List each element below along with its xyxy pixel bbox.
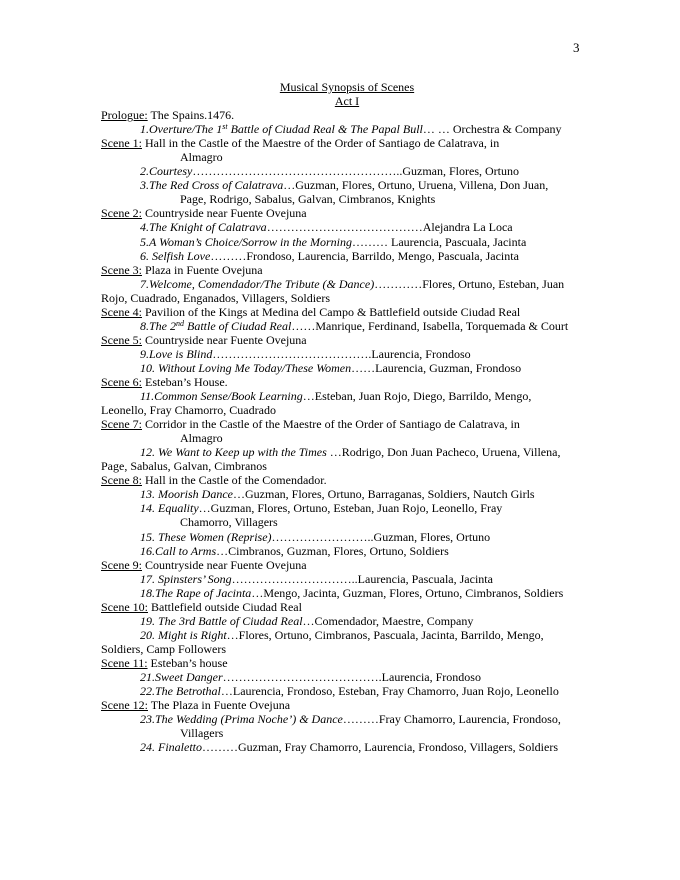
scene-location: Esteban’s House. [142, 374, 228, 389]
song-performers: Comendador, Maestre, Company [314, 613, 474, 628]
continuation-line: Page, Sabalus, Galvan, Cimbranos [101, 459, 267, 474]
song-entry [101, 235, 581, 249]
scene-location: Esteban’s house [147, 655, 228, 670]
scene-heading [101, 136, 581, 150]
synopsis-lines [101, 108, 581, 754]
song-performers: Guzman, Flores, Ortuno [373, 529, 491, 544]
song-title: 3.The Red Cross of Calatrava [140, 178, 284, 193]
song-performers: Alejandra La Loca [422, 220, 513, 235]
song-title: 11.Common Sense/Book Learning [140, 389, 303, 404]
song-performers: Rodrigo, Don Juan Pacheco, Uruena, Villena, [341, 445, 561, 460]
song-performers: Guzman, Flores, Ortuno, Esteban, Juan Rojo, Leonello, Fray [210, 501, 503, 516]
scene-location: Countryside near Fuente Ovejuna [142, 206, 307, 221]
song-performers: Flores, Ortuno, Esteban, Juan [422, 276, 565, 291]
scene-heading [101, 698, 581, 712]
song-performers: Laurencia, Pascuala, Jacinta [357, 571, 493, 586]
song-title: 23.The Wedding (Prima Noche’) & Dance [140, 712, 343, 727]
song-title: 18.The Rape of Jacinta [140, 585, 252, 600]
scene-label: Prologue: [101, 108, 148, 123]
leader-dots: ……… [210, 248, 247, 263]
song-performers: Guzman, Fray Chamorro, Laurencia, Frondoso, Villagers, Soldiers [238, 740, 558, 755]
song-performers: Laurencia, Frondoso [371, 346, 471, 361]
song-performers: Esteban, Juan Rojo, Diego, Barrildo, Mengo, [314, 389, 532, 404]
scene-label: Scene 2: [101, 206, 142, 221]
scene-label: Scene 4: [101, 304, 142, 319]
leader-dots: …………………………………. [222, 669, 382, 684]
synopsis-content [101, 80, 581, 754]
ordinal-suffix: st [222, 122, 228, 132]
scene-label: Scene 5: [101, 332, 142, 347]
leader-dots: ……… [352, 234, 389, 249]
leader-dots: ………………………………… [266, 220, 423, 235]
scene-location: The Spains.1476. [147, 108, 235, 123]
document-title: Musical Synopsis of Scenes [279, 80, 415, 94]
scene-location: Pavilion of the Kings at Medina del Campo & Battlefield outside Ciudad Real [142, 304, 521, 319]
scene-heading [101, 305, 581, 319]
leader-dots: ……… [342, 712, 379, 727]
leader-dots: … [198, 501, 211, 516]
song-entry [101, 670, 581, 684]
scene-location: The Plaza in Fuente Ovejuna [148, 698, 291, 713]
song-entry [101, 122, 581, 136]
song-entry [101, 361, 581, 375]
song-title: 8.The 2nd Battle of Ciudad Real [140, 318, 292, 333]
song-title: 22.The Betrothal [140, 684, 221, 699]
scene-heading [101, 600, 581, 614]
scene-location: Battlefield outside Ciudad Real [148, 599, 302, 614]
scene-location: Hall in the Castle of the Maestre of the Order of Santiago de Calatrava, in [142, 136, 500, 151]
song-entry [101, 249, 581, 263]
continuation-line: Almagro [180, 431, 223, 446]
scene-location: Countryside near Fuente Ovejuna [142, 332, 307, 347]
continuation-line: Almagro [180, 150, 223, 165]
leader-dots: ………………………….. [231, 571, 358, 586]
scene-label: Scene 3: [101, 262, 142, 277]
leader-dots: … … [422, 122, 450, 137]
song-entry [101, 501, 581, 515]
song-performers: Cimbranos, Guzman, Flores, Ortuno, Soldiers [228, 543, 449, 558]
song-title: 4.The Knight of Calatrava [140, 220, 267, 235]
continuation-line: Soldiers, Camp Followers [101, 641, 226, 656]
song-title: 2.Courtesy [140, 164, 193, 179]
song-entry [101, 445, 581, 459]
page-number: 3 [573, 40, 580, 55]
scene-label: Scene 12: [101, 698, 148, 713]
song-entry [101, 586, 581, 600]
leader-dots: … [220, 684, 233, 699]
song-title: 16.Call to Arms [140, 543, 217, 558]
scene-heading [101, 108, 581, 122]
scene-heading [101, 375, 581, 389]
song-entry [101, 712, 581, 726]
continuation-line: Page, Rodrigo, Sabalus, Galvan, Cimbranos, Knights [180, 192, 436, 207]
leader-dots: ………… [374, 276, 423, 291]
song-performers: Laurencia, Frondoso, Esteban, Fray Chamorro, Juan Rojo, Leonello [232, 684, 559, 699]
leader-dots: ……… [202, 740, 238, 755]
song-title: 12. We Want to Keep up with the Times [140, 445, 330, 460]
scene-heading [101, 473, 581, 487]
leader-dots: … [302, 613, 315, 628]
song-entry [101, 628, 581, 642]
song-title: 15. These Women (Reprise) [140, 529, 272, 544]
scene-location: Corridor in the Castle of the Maestre of the Order of Santiago de Calatrava, in [142, 417, 520, 432]
leader-dots: … [329, 445, 342, 460]
song-performers: Guzman, Flores, Ortuno, Uruena, Villena, Don Juan, [295, 178, 549, 193]
song-performers: Guzman, Flores, Ortuno, Barraganas, Soldiers, Nautch Girls [245, 487, 535, 502]
scene-label: Scene 6: [101, 374, 142, 389]
continuation-line: Chamorro, Villagers [180, 515, 278, 530]
song-title: 6. Selfish Love [140, 248, 211, 263]
leader-dots: …………………….. [271, 529, 374, 544]
ordinal-suffix: nd [176, 318, 184, 328]
song-title: 24. Finaletto [140, 740, 202, 755]
song-entry [101, 544, 581, 558]
scene-heading [101, 206, 581, 220]
continuation-line: Villagers [180, 726, 224, 741]
leader-dots: … [233, 487, 245, 502]
scene-location: Plaza in Fuente Ovejuna [142, 262, 263, 277]
scene-heading [101, 656, 581, 670]
scene-heading [101, 263, 581, 277]
scene-label: Scene 7: [101, 417, 142, 432]
song-entry [101, 347, 581, 361]
song-performers: Laurencia, Pascuala, Jacinta [388, 234, 527, 249]
leader-dots: … [216, 543, 229, 558]
leader-dots: …………………………………. [212, 346, 372, 361]
song-entry [101, 277, 581, 291]
scene-label: Scene 1: [101, 136, 142, 151]
song-performers: Mengo, Jacinta, Guzman, Flores, Ortuno, Cimbranos, Soldiers [263, 585, 564, 600]
song-entry [101, 389, 581, 403]
song-performers: Laurencia, Frondoso [381, 669, 481, 684]
leader-dots: … [226, 627, 239, 642]
leader-dots: …… [291, 318, 316, 333]
song-entry [101, 614, 581, 628]
scene-label: Scene 8: [101, 473, 142, 488]
scene-label: Scene 9: [101, 557, 142, 572]
leader-dots: …… [351, 360, 376, 375]
song-entry [101, 684, 581, 698]
song-title: 1.Overture/The 1st Battle of Ciudad Real & The Papal Bull [140, 122, 423, 137]
song-performers: Frondoso, Laurencia, Barrildo, Mengo, Pascuala, Jacinta [246, 248, 519, 263]
song-performers: Flores, Ortuno, Cimbranos, Pascuala, Jacinta, Barrildo, Mengo, [238, 627, 544, 642]
song-performers: Guzman, Flores, Ortuno [402, 164, 519, 179]
song-title: 19. The 3rd Battle of Ciudad Real [140, 613, 303, 628]
song-entry [101, 530, 581, 544]
scene-label: Scene 11: [101, 655, 148, 670]
leader-dots: …………………………………………….. [192, 164, 403, 179]
song-title: 14. Equality [140, 501, 199, 516]
song-title: 13. Moorish Dance [140, 487, 233, 502]
song-entry [101, 740, 581, 754]
song-entry [101, 220, 581, 234]
song-title: 9.Love is Blind [140, 346, 213, 361]
leader-dots: … [283, 178, 296, 193]
song-performers: Orchestra & Company [449, 122, 562, 137]
song-entry [101, 487, 581, 501]
continuation-line: Rojo, Cuadrado, Enganados, Villagers, Soldiers [101, 290, 331, 305]
scene-location: Hall in the Castle of the Comendador. [142, 473, 327, 488]
scene-heading [101, 333, 581, 347]
song-performers: Laurencia, Guzman, Frondoso [375, 360, 522, 375]
song-title: 5.A Woman’s Choice/Sorrow in the Morning [140, 234, 353, 249]
song-title: 17. Spinsters’ Song [140, 571, 232, 586]
song-entry [101, 572, 581, 586]
scene-heading [101, 417, 581, 431]
song-title: 20. Might is Right [140, 627, 227, 642]
song-entry [101, 319, 581, 333]
leader-dots: … [302, 389, 315, 404]
leader-dots: … [251, 585, 264, 600]
scene-label: Scene 10: [101, 599, 148, 614]
song-performers: Manrique, Ferdinand, Isabella, Torquemada & Court [315, 318, 569, 333]
song-entry [101, 164, 581, 178]
scene-location: Countryside near Fuente Ovejuna [142, 557, 307, 572]
song-title: 10. Without Loving Me Today/These Women [140, 360, 352, 375]
song-performers: Fray Chamorro, Laurencia, Frondoso, [378, 712, 561, 727]
song-title: 7.Welcome, Comendador/The Tribute (& Dance) [140, 276, 375, 291]
continuation-line: Leonello, Fray Chamorro, Cuadrado [101, 403, 276, 418]
song-title: 21.Sweet Danger [140, 669, 223, 684]
scene-heading [101, 558, 581, 572]
song-entry [101, 178, 581, 192]
act-heading: Act I [334, 94, 360, 109]
